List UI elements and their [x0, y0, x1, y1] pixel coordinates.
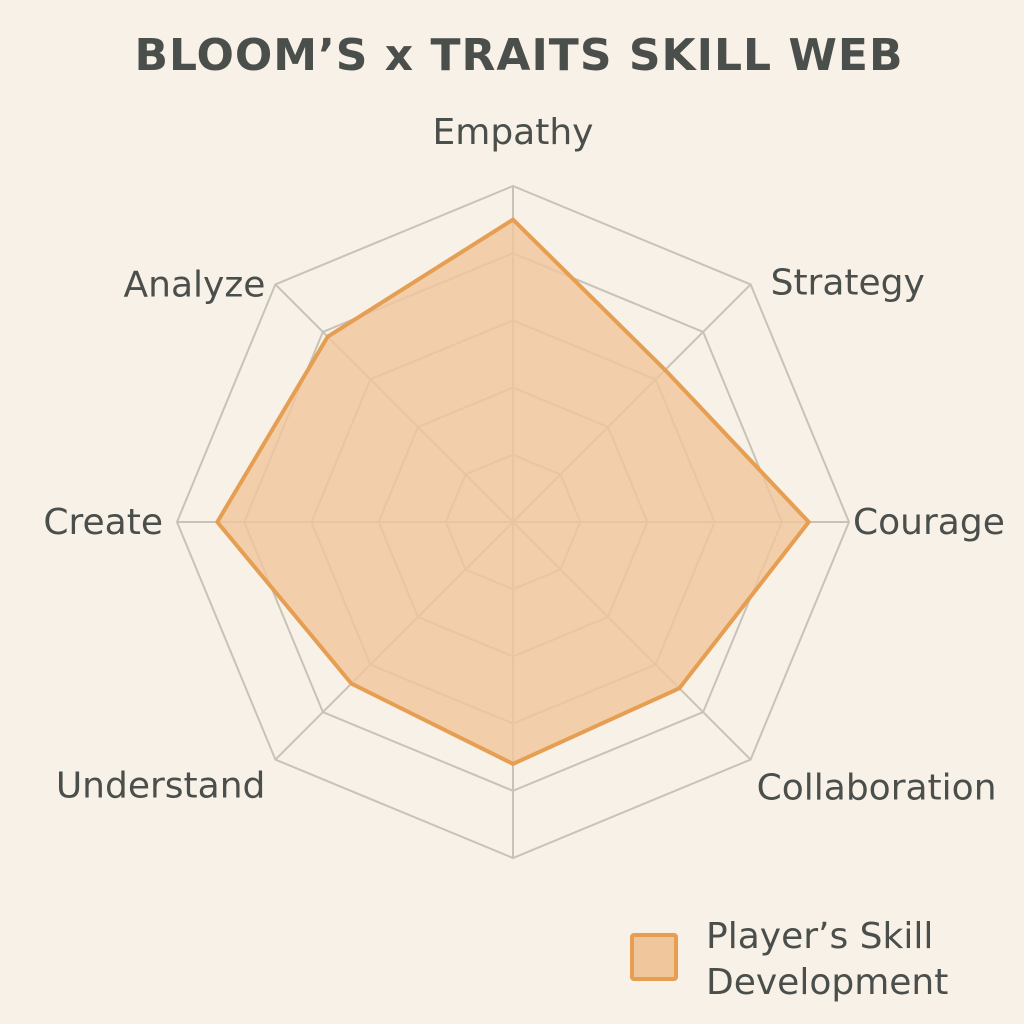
series-polygon-player-skill [217, 220, 808, 764]
axis-label-collaboration: Collaboration [756, 767, 997, 809]
axis-label-courage: Courage [853, 502, 1005, 543]
legend-label-line1: Player’s Skill [706, 916, 934, 957]
legend [632, 916, 948, 1003]
axis-label-understand: Understand [55, 765, 266, 807]
axis-label-create: Create [43, 502, 163, 543]
chart-title: BLOOM’S x TRAITS SKILL WEB [134, 30, 904, 81]
axis-label-analyze: Analyze [123, 264, 266, 306]
legend-swatch [632, 935, 676, 979]
axis-label-strategy: Strategy [770, 262, 925, 304]
axis-label-empathy: Empathy [432, 112, 594, 153]
legend-label-line2: Development [706, 962, 949, 1003]
